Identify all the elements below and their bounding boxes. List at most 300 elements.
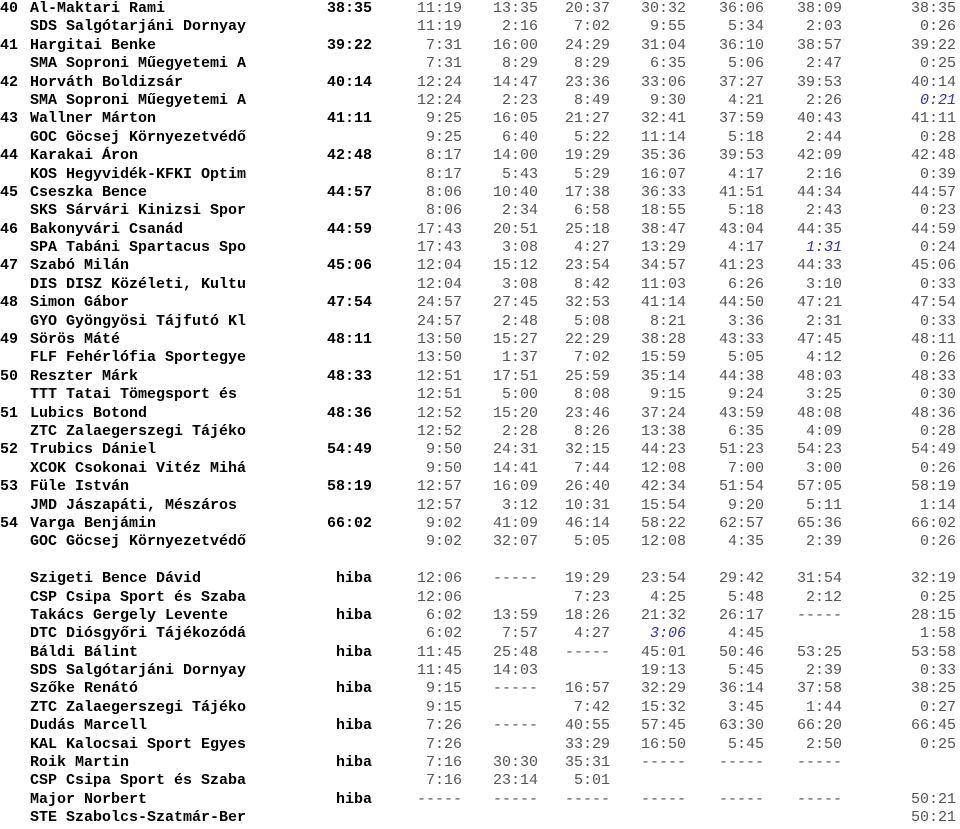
- total-time: hiba: [335, 606, 372, 624]
- split-time: 5:22: [573, 128, 610, 146]
- split-time: 7:02: [573, 18, 610, 36]
- rank: 51: [0, 404, 19, 422]
- cumulative-time: 39:53: [718, 147, 764, 165]
- cumulative-time: 41:14: [640, 294, 686, 312]
- total-time: 48:33: [326, 367, 372, 385]
- club-row: [0, 202, 960, 220]
- club-name: GOC Göcsej Környezetvédő: [30, 128, 247, 146]
- split-time: 3:06: [649, 625, 686, 643]
- split-time: 11:45: [416, 662, 462, 680]
- split-time: 1:58: [919, 625, 956, 643]
- split-time: 2:47: [805, 55, 842, 73]
- split-time: 4:17: [727, 239, 764, 257]
- split-time: 4:35: [727, 533, 764, 551]
- split-time: 15:59: [640, 349, 686, 367]
- club-row: [0, 589, 960, 607]
- cumulative-time: -----: [640, 790, 686, 808]
- competitor-name: Báldi Bálint: [30, 643, 139, 661]
- club-row: [0, 533, 960, 551]
- club-row: [0, 55, 960, 73]
- split-time: 8:49: [573, 91, 610, 109]
- club-name: STE Szabolcs-Szatmár-Ber: [30, 809, 247, 827]
- competitor-name: Al-Maktari Rami: [30, 0, 166, 17]
- cumulative-time: 30:30: [492, 754, 538, 772]
- competitor-row: [0, 37, 960, 55]
- cumulative-time: 50:46: [718, 643, 764, 661]
- cumulative-time: 19:29: [564, 570, 610, 588]
- split-time: 19:13: [640, 662, 686, 680]
- cumulative-time: 24:29: [564, 36, 610, 54]
- cumulative-time: 40:14: [910, 73, 956, 91]
- cumulative-time: 41:11: [910, 110, 956, 128]
- split-time: 3:25: [805, 386, 842, 404]
- total-time: hiba: [335, 643, 372, 661]
- split-time: 11:14: [640, 128, 686, 146]
- cumulative-time: -----: [492, 570, 538, 588]
- split-time: 6:35: [649, 55, 686, 73]
- competitor-name: Szigeti Bence Dávid: [30, 570, 202, 588]
- split-time: 8:17: [425, 165, 462, 183]
- split-time: 4:27: [573, 625, 610, 643]
- competitor-name: Hargitai Benke: [30, 36, 157, 54]
- cumulative-time: 36:33: [640, 183, 686, 201]
- cumulative-time: 42:48: [910, 147, 956, 165]
- split-time: 9:15: [649, 386, 686, 404]
- split-time: 7:00: [727, 459, 764, 477]
- split-time: 7:44: [573, 459, 610, 477]
- club-name: SDS Salgótarjáni Dornyay: [30, 18, 247, 36]
- cumulative-time: 44:57: [910, 183, 956, 201]
- cumulative-time: 20:51: [492, 220, 538, 238]
- cumulative-time: 25:59: [564, 367, 610, 385]
- cumulative-time: 23:36: [564, 73, 610, 91]
- cumulative-time: 25:48: [492, 643, 538, 661]
- split-time: 0:25: [919, 55, 956, 73]
- cumulative-time: 38:25: [910, 680, 956, 698]
- cumulative-time: -----: [492, 790, 538, 808]
- club-row: [0, 736, 960, 754]
- split-time: 50:21: [910, 809, 956, 827]
- competitor-row: [0, 74, 960, 92]
- cumulative-time: 15:27: [492, 331, 538, 349]
- cumulative-time: 36:10: [718, 36, 764, 54]
- competitor-row: [0, 441, 960, 459]
- club-row: [0, 386, 960, 404]
- competitor-row: [0, 791, 960, 809]
- rank: 47: [0, 257, 19, 275]
- split-time: 2:48: [501, 312, 538, 330]
- cumulative-time: 37:24: [640, 404, 686, 422]
- competitor-name: Sörös Máté: [30, 331, 121, 349]
- split-time: 5:18: [727, 128, 764, 146]
- cumulative-time: 50:21: [910, 790, 956, 808]
- club-name: SKS Sárvári Kinizsi Spor: [30, 202, 247, 220]
- cumulative-time: -----: [796, 790, 842, 808]
- cumulative-time: 48:33: [910, 367, 956, 385]
- competitor-row: [0, 110, 960, 128]
- cumulative-time: 12:04: [416, 257, 462, 275]
- cumulative-time: 66:02: [910, 514, 956, 532]
- split-time: 0:26: [919, 533, 956, 551]
- cumulative-time: 43:33: [718, 331, 764, 349]
- split-time: 4:21: [727, 91, 764, 109]
- competitor-row: [0, 405, 960, 423]
- club-name: CSP Csipa Sport és Szaba: [30, 588, 247, 606]
- cumulative-time: 37:27: [718, 73, 764, 91]
- cumulative-time: 30:32: [640, 0, 686, 17]
- cumulative-time: -----: [796, 606, 842, 624]
- competitor-row: [0, 294, 960, 312]
- split-time: 5:45: [727, 662, 764, 680]
- competitor-row: [0, 754, 960, 772]
- cumulative-time: 41:09: [492, 514, 538, 532]
- cumulative-time: 42:34: [640, 478, 686, 496]
- competitor-name: Karakai Áron: [30, 147, 139, 165]
- cumulative-time: 9:50: [425, 441, 462, 459]
- cumulative-time: 44:38: [718, 367, 764, 385]
- split-time: 6:02: [425, 625, 462, 643]
- cumulative-time: 44:23: [640, 441, 686, 459]
- cumulative-time: 34:57: [640, 257, 686, 275]
- split-time: 4:25: [649, 588, 686, 606]
- cumulative-time: 57:45: [640, 717, 686, 735]
- cumulative-time: 44:59: [910, 220, 956, 238]
- competitor-name: Szabó Milán: [30, 257, 130, 275]
- split-time: 9:50: [425, 459, 462, 477]
- split-time: 13:38: [640, 422, 686, 440]
- split-time: 12:52: [416, 422, 462, 440]
- split-time: 5:18: [727, 202, 764, 220]
- club-row: [0, 662, 960, 680]
- cumulative-time: 8:17: [425, 147, 462, 165]
- cumulative-time: 9:25: [425, 110, 462, 128]
- split-time: 8:42: [573, 275, 610, 293]
- total-time: 66:02: [326, 514, 372, 532]
- cumulative-time: 24:57: [416, 294, 462, 312]
- cumulative-time: 48:11: [910, 331, 956, 349]
- total-time: 44:57: [326, 183, 372, 201]
- cumulative-time: 35:31: [564, 754, 610, 772]
- rank: 52: [0, 441, 19, 459]
- cumulative-time: 57:05: [796, 478, 842, 496]
- cumulative-time: 38:47: [640, 220, 686, 238]
- competitor-name: Trubics Dániel: [30, 441, 157, 459]
- rank: 41: [0, 36, 19, 54]
- cumulative-time: 36:14: [718, 680, 764, 698]
- cumulative-time: 16:57: [564, 680, 610, 698]
- split-time: 12:08: [640, 533, 686, 551]
- split-time: 2:16: [501, 18, 538, 36]
- total-time: 47:54: [326, 294, 372, 312]
- cumulative-time: 51:23: [718, 441, 764, 459]
- split-time: 13:50: [416, 349, 462, 367]
- cumulative-time: 38:09: [796, 0, 842, 17]
- split-time: 2:23: [501, 91, 538, 109]
- club-row: [0, 239, 960, 257]
- split-time: 4:12: [805, 349, 842, 367]
- club-row: [0, 699, 960, 717]
- competitor-name: Horváth Boldizsár: [30, 73, 184, 91]
- split-time: 7:57: [501, 625, 538, 643]
- cumulative-time: 12:57: [416, 478, 462, 496]
- club-name: ZTC Zalaegerszegi Tájéko: [30, 422, 247, 440]
- cumulative-time: 14:47: [492, 73, 538, 91]
- total-time: 38:35: [326, 0, 372, 17]
- split-time: 7:23: [573, 588, 610, 606]
- cumulative-time: 17:38: [564, 183, 610, 201]
- split-time: 8:26: [573, 422, 610, 440]
- cumulative-time: 32:29: [640, 680, 686, 698]
- cumulative-time: 44:34: [796, 183, 842, 201]
- cumulative-time: 9:02: [425, 514, 462, 532]
- split-time: 5:08: [573, 312, 610, 330]
- cumulative-time: 32:53: [564, 294, 610, 312]
- split-time: 5:05: [573, 533, 610, 551]
- competitor-row: [0, 257, 960, 275]
- total-time: 54:49: [326, 441, 372, 459]
- cumulative-time: 53:58: [910, 643, 956, 661]
- split-time: 6:58: [573, 202, 610, 220]
- cumulative-time: 24:31: [492, 441, 538, 459]
- split-time: 2:28: [501, 422, 538, 440]
- competitor-name: Cseszka Bence: [30, 183, 148, 201]
- competitor-name: Dudás Marcell: [30, 717, 148, 735]
- split-time: 6:35: [727, 422, 764, 440]
- competitor-row: [0, 680, 960, 698]
- club-row: [0, 625, 960, 643]
- total-time: 39:22: [326, 36, 372, 54]
- cumulative-time: 32:15: [564, 441, 610, 459]
- club-name: TTT Tatai Tömegsport és: [30, 386, 238, 404]
- cumulative-time: 63:30: [718, 717, 764, 735]
- cumulative-time: 36:06: [718, 0, 764, 17]
- split-time: 7:02: [573, 349, 610, 367]
- cumulative-time: 13:50: [416, 331, 462, 349]
- cumulative-time: 16:05: [492, 110, 538, 128]
- split-time: 8:08: [573, 386, 610, 404]
- cumulative-time: 6:02: [425, 606, 462, 624]
- split-time: 2:44: [805, 128, 842, 146]
- cumulative-time: -----: [564, 790, 610, 808]
- cumulative-time: 43:04: [718, 220, 764, 238]
- cumulative-time: 38:57: [796, 36, 842, 54]
- club-row: [0, 18, 960, 36]
- cumulative-time: 58:19: [910, 478, 956, 496]
- cumulative-time: 38:35: [910, 0, 956, 17]
- cumulative-time: 12:24: [416, 73, 462, 91]
- split-time: 10:31: [564, 496, 610, 514]
- competitor-name: Varga Benjámin: [30, 514, 157, 532]
- split-time: 2:31: [805, 312, 842, 330]
- cumulative-time: 47:45: [796, 331, 842, 349]
- total-time: 41:11: [326, 110, 372, 128]
- split-time: 1:44: [805, 698, 842, 716]
- total-time: hiba: [335, 570, 372, 588]
- split-time: 3:36: [727, 312, 764, 330]
- split-time: 4:09: [805, 422, 842, 440]
- competitor-name: Roik Martin: [30, 754, 130, 772]
- total-time: hiba: [335, 754, 372, 772]
- cumulative-time: 47:54: [910, 294, 956, 312]
- competitor-name: Szőke Renátó: [30, 680, 139, 698]
- competitor-row: [0, 717, 960, 735]
- total-time: hiba: [335, 717, 372, 735]
- split-time: 8:29: [573, 55, 610, 73]
- cumulative-time: 17:43: [416, 220, 462, 238]
- club-row: [0, 129, 960, 147]
- club-name: SPA Tabáni Spartacus Spo: [30, 239, 247, 257]
- cumulative-time: 23:54: [640, 570, 686, 588]
- split-time: 7:42: [573, 698, 610, 716]
- split-time: 0:28: [919, 128, 956, 146]
- competitor-name: Simon Gábor: [30, 294, 130, 312]
- cumulative-time: -----: [416, 790, 462, 808]
- total-time: hiba: [335, 790, 372, 808]
- split-time: 0:27: [919, 698, 956, 716]
- cumulative-time: 65:36: [796, 514, 842, 532]
- split-time: 7:31: [425, 55, 462, 73]
- club-row: [0, 423, 960, 441]
- cumulative-time: -----: [796, 754, 842, 772]
- competitor-name: Major Norbert: [30, 790, 148, 808]
- cumulative-time: 13:35: [492, 0, 538, 17]
- cumulative-time: 12:52: [416, 404, 462, 422]
- cumulative-time: 12:51: [416, 367, 462, 385]
- cumulative-time: -----: [718, 754, 764, 772]
- total-time: 44:59: [326, 220, 372, 238]
- split-time: 15:32: [640, 698, 686, 716]
- split-time: 5:48: [727, 588, 764, 606]
- cumulative-time: 19:29: [564, 147, 610, 165]
- split-time: 8:06: [425, 202, 462, 220]
- cumulative-time: -----: [718, 790, 764, 808]
- split-time: 2:26: [805, 91, 842, 109]
- competitor-row: [0, 478, 960, 496]
- club-row: [0, 772, 960, 790]
- cumulative-time: 35:36: [640, 147, 686, 165]
- split-time: 9:25: [425, 128, 462, 146]
- cumulative-time: 37:59: [718, 110, 764, 128]
- split-time: 0:33: [919, 312, 956, 330]
- club-row: [0, 313, 960, 331]
- cumulative-time: 21:32: [640, 606, 686, 624]
- split-time: 3:00: [805, 459, 842, 477]
- cumulative-time: 39:53: [796, 73, 842, 91]
- split-time: 14:41: [492, 459, 538, 477]
- cumulative-time: 48:36: [910, 404, 956, 422]
- split-time: 12:24: [416, 91, 462, 109]
- club-row: [0, 276, 960, 294]
- cumulative-time: 53:25: [796, 643, 842, 661]
- total-time: 48:36: [326, 404, 372, 422]
- cumulative-time: 14:00: [492, 147, 538, 165]
- competitor-row: [0, 184, 960, 202]
- cumulative-time: 29:42: [718, 570, 764, 588]
- cumulative-time: 48:03: [796, 367, 842, 385]
- split-time: 15:54: [640, 496, 686, 514]
- competitor-row: [0, 607, 960, 625]
- split-time: 3:08: [501, 275, 538, 293]
- split-time: 5:01: [573, 772, 610, 790]
- competitor-name: Füle István: [30, 478, 130, 496]
- competitor-row: [0, 570, 960, 588]
- club-name: DTC Diósgyőri Tájékozódá: [30, 625, 247, 643]
- club-name: GOC Göcsej Környezetvédő: [30, 533, 247, 551]
- split-time: 0:24: [919, 239, 956, 257]
- competitor-row: [0, 515, 960, 533]
- cumulative-time: 54:49: [910, 441, 956, 459]
- rank: 50: [0, 367, 19, 385]
- split-time: 3:10: [805, 275, 842, 293]
- club-name: ZTC Zalaegerszegi Tájéko: [30, 698, 247, 716]
- club-name: GYO Gyöngyösi Tájfutó Kl: [30, 312, 247, 330]
- cumulative-time: -----: [640, 754, 686, 772]
- rank: 44: [0, 147, 19, 165]
- cumulative-time: 45:01: [640, 643, 686, 661]
- split-time: 2:16: [805, 165, 842, 183]
- cumulative-time: 18:26: [564, 606, 610, 624]
- competitor-name: Lubics Botond: [30, 404, 148, 422]
- cumulative-time: 26:40: [564, 478, 610, 496]
- cumulative-time: 23:54: [564, 257, 610, 275]
- split-time: 16:50: [640, 735, 686, 753]
- total-time: 58:19: [326, 478, 372, 496]
- split-time: 12:06: [416, 588, 462, 606]
- cumulative-time: 7:31: [425, 36, 462, 54]
- split-time: 17:43: [416, 239, 462, 257]
- total-time: 42:48: [326, 147, 372, 165]
- club-name: DIS DISZ Közéleti, Kultu: [30, 275, 247, 293]
- split-time: 9:20: [727, 496, 764, 514]
- split-time: 0:39: [919, 165, 956, 183]
- split-time: 0:26: [919, 349, 956, 367]
- cumulative-time: 54:23: [796, 441, 842, 459]
- split-time: 5:11: [805, 496, 842, 514]
- cumulative-time: 47:21: [796, 294, 842, 312]
- split-time: 18:55: [640, 202, 686, 220]
- rank: 40: [0, 0, 19, 17]
- split-time: 5:45: [727, 735, 764, 753]
- split-time: 23:14: [492, 772, 538, 790]
- competitor-name: Reszter Márk: [30, 367, 139, 385]
- cumulative-time: -----: [564, 643, 610, 661]
- club-name: SMA Soproni Műegyetemi A: [30, 91, 247, 109]
- club-row: [0, 460, 960, 478]
- cumulative-time: 16:09: [492, 478, 538, 496]
- competitor-row: [0, 331, 960, 349]
- cumulative-time: 58:22: [640, 514, 686, 532]
- competitor-name: Bakonyvári Csanád: [30, 220, 184, 238]
- split-time: 5:29: [573, 165, 610, 183]
- rank: 53: [0, 478, 19, 496]
- rank: 48: [0, 294, 19, 312]
- cumulative-time: 62:57: [718, 514, 764, 532]
- split-time: 0:25: [919, 735, 956, 753]
- total-time: hiba: [335, 680, 372, 698]
- split-time: 7:26: [425, 735, 462, 753]
- split-time: 0:23: [919, 202, 956, 220]
- split-time: 2:43: [805, 202, 842, 220]
- split-time: 33:29: [564, 735, 610, 753]
- cumulative-time: 40:43: [796, 110, 842, 128]
- split-time: 0:21: [919, 91, 956, 109]
- cumulative-time: 9:15: [425, 680, 462, 698]
- club-name: CSP Csipa Sport és Szaba: [30, 772, 247, 790]
- split-time: 0:33: [919, 275, 956, 293]
- cumulative-time: 7:16: [425, 754, 462, 772]
- cumulative-time: 20:37: [564, 0, 610, 17]
- cumulative-time: 66:45: [910, 717, 956, 735]
